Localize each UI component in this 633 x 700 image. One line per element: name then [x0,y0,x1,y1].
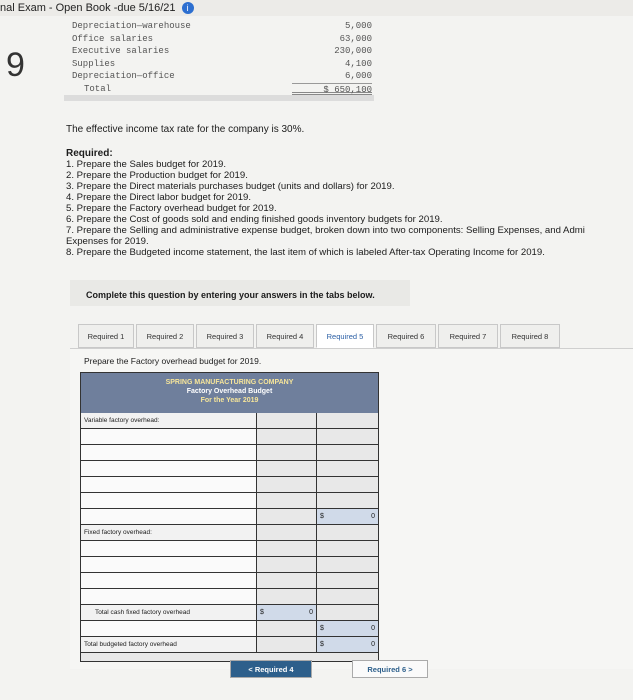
amount-input[interactable] [257,621,317,636]
amount-input[interactable] [257,557,317,572]
table-row [81,493,378,509]
row-label-input[interactable] [81,621,257,636]
window-title: nal Exam - Open Book -due 5/16/21 [0,2,176,14]
total-budgeted-value [317,637,378,652]
currency-symbol: $ [320,641,324,648]
expense-table [72,20,372,95]
row-label-input[interactable] [81,573,257,588]
prev-required-button[interactable]: < Required 4 [230,660,312,678]
variable-total-amount: 0 [371,513,375,520]
expense-amount: $ 650,100 [292,83,372,96]
required-item: 8. Prepare the Budgeted income statement, the last item of which is labeled After-tax Operating Income for 2019. [66,247,545,258]
row-label-input[interactable] [81,461,257,476]
amount-input[interactable] [257,429,317,444]
total-budgeted-label: Total budgeted factory overhead [81,637,257,652]
required-item: 4. Prepare the Direct labor budget for 2019. [66,192,252,203]
table-row [81,541,378,557]
amount-input[interactable] [257,589,317,604]
required-item: 6. Prepare the Cost of goods sold and ending finished goods inventory budgets for 2019. [66,214,443,225]
required-item: 2. Prepare the Production budget for 2019. [66,170,248,181]
table-row [81,445,378,461]
table-row [81,477,378,493]
amount-input[interactable] [257,445,317,460]
row-label-input[interactable] [81,429,257,444]
expense-label: Office salaries [72,33,154,44]
tab-required-5[interactable]: Required 5 [316,324,374,348]
cash-fixed-label: Total cash fixed factory overhead [81,605,257,620]
tax-rate-text: The effective income tax rate for the company is 30%. [66,124,305,135]
required-item: 1. Prepare the Sales budget for 2019. [66,159,227,170]
table-row [81,525,378,541]
divider [64,95,374,101]
expense-label: Total [84,83,112,94]
currency-symbol: $ [260,609,264,616]
expense-row [72,33,372,46]
amount-input[interactable] [257,461,317,476]
complete-instruction: Complete this question by entering your answers in the tabs below. [86,290,375,300]
tab-required-1[interactable]: Required 1 [78,324,134,348]
company-name: SPRING MANUFACTURING COMPANY [165,379,294,386]
table-row [81,637,378,653]
row-label-input[interactable] [81,541,257,556]
expense-label: Depreciation—warehouse [72,21,191,31]
info-icon[interactable]: i [182,2,194,14]
expense-label: Executive salaries [72,46,170,56]
budget-period: For the Year 2019 [200,397,259,404]
currency-symbol: $ [320,625,324,632]
next-required-button[interactable]: Required 6 > [352,660,428,678]
tab-required-7[interactable]: Required 7 [438,324,498,348]
factory-overhead-budget [80,372,379,662]
required-tabs [78,318,633,348]
expense-amount: 4,100 [344,58,372,69]
row-label-input[interactable] [81,493,257,508]
table-row [81,573,378,589]
required-item: 7. Prepare the Selling and administrative expense budget, broken down into two components: Selling Expenses, and Admi [66,225,585,236]
row-label-input[interactable] [81,477,257,492]
depreciation-amount: 0 [371,625,375,632]
required-heading: Required: [66,148,113,159]
expense-amount: 63,000 [339,33,372,44]
expense-row [72,20,372,33]
row-label-input[interactable] [81,445,257,460]
amount-input[interactable] [257,573,317,588]
expense-amount: 5,000 [344,21,372,31]
fixed-overhead-label: Fixed factory overhead: [81,525,257,540]
required-item: 5. Prepare the Factory overhead budget for 2019. [66,203,277,214]
expense-total-row [72,83,372,96]
table-row [81,509,378,525]
table-row [81,557,378,573]
expense-label: Depreciation—office [72,71,175,81]
variable-overhead-label: Variable factory overhead: [81,413,257,428]
variable-total-value [317,509,378,524]
table-row [81,605,378,621]
tab-required-3[interactable]: Required 3 [196,324,254,348]
budget-title: Factory Overhead Budget [186,388,273,395]
prepare-instruction: Prepare the Factory overhead budget for 2019. [84,356,262,366]
expense-label: Supplies [72,58,116,69]
row-label-input[interactable] [81,589,257,604]
budget-header [81,373,378,413]
required-item: Expenses for 2019. [66,236,149,247]
tab-required-2[interactable]: Required 2 [136,324,194,348]
window-title-bar [0,0,633,16]
expense-row [72,58,372,71]
tab-required-6[interactable]: Required 6 [376,324,436,348]
expense-amount: 6,000 [344,71,372,81]
table-row [81,621,378,637]
expense-amount: 230,000 [334,46,372,56]
cash-fixed-amount: 0 [309,609,313,616]
table-row [81,461,378,477]
amount-input[interactable] [257,493,317,508]
required-list [66,148,633,258]
currency-symbol: $ [320,513,324,520]
table-row [81,413,378,429]
required-item: 3. Prepare the Direct materials purchases budget (units and dollars) for 2019. [66,181,395,192]
depreciation-value [317,621,378,636]
table-row [81,589,378,605]
tab-required-8[interactable]: Required 8 [500,324,560,348]
expense-row [72,45,372,58]
tab-required-4[interactable]: Required 4 [256,324,314,348]
expense-row [72,70,372,83]
row-label-input[interactable] [81,557,257,572]
amount-input[interactable] [257,477,317,492]
question-number: 9 [6,46,25,84]
total-label-input[interactable] [81,509,257,524]
table-row [81,429,378,445]
amount-input[interactable] [257,541,317,556]
total-budgeted-amount: 0 [371,641,375,648]
cash-fixed-value [257,605,317,620]
